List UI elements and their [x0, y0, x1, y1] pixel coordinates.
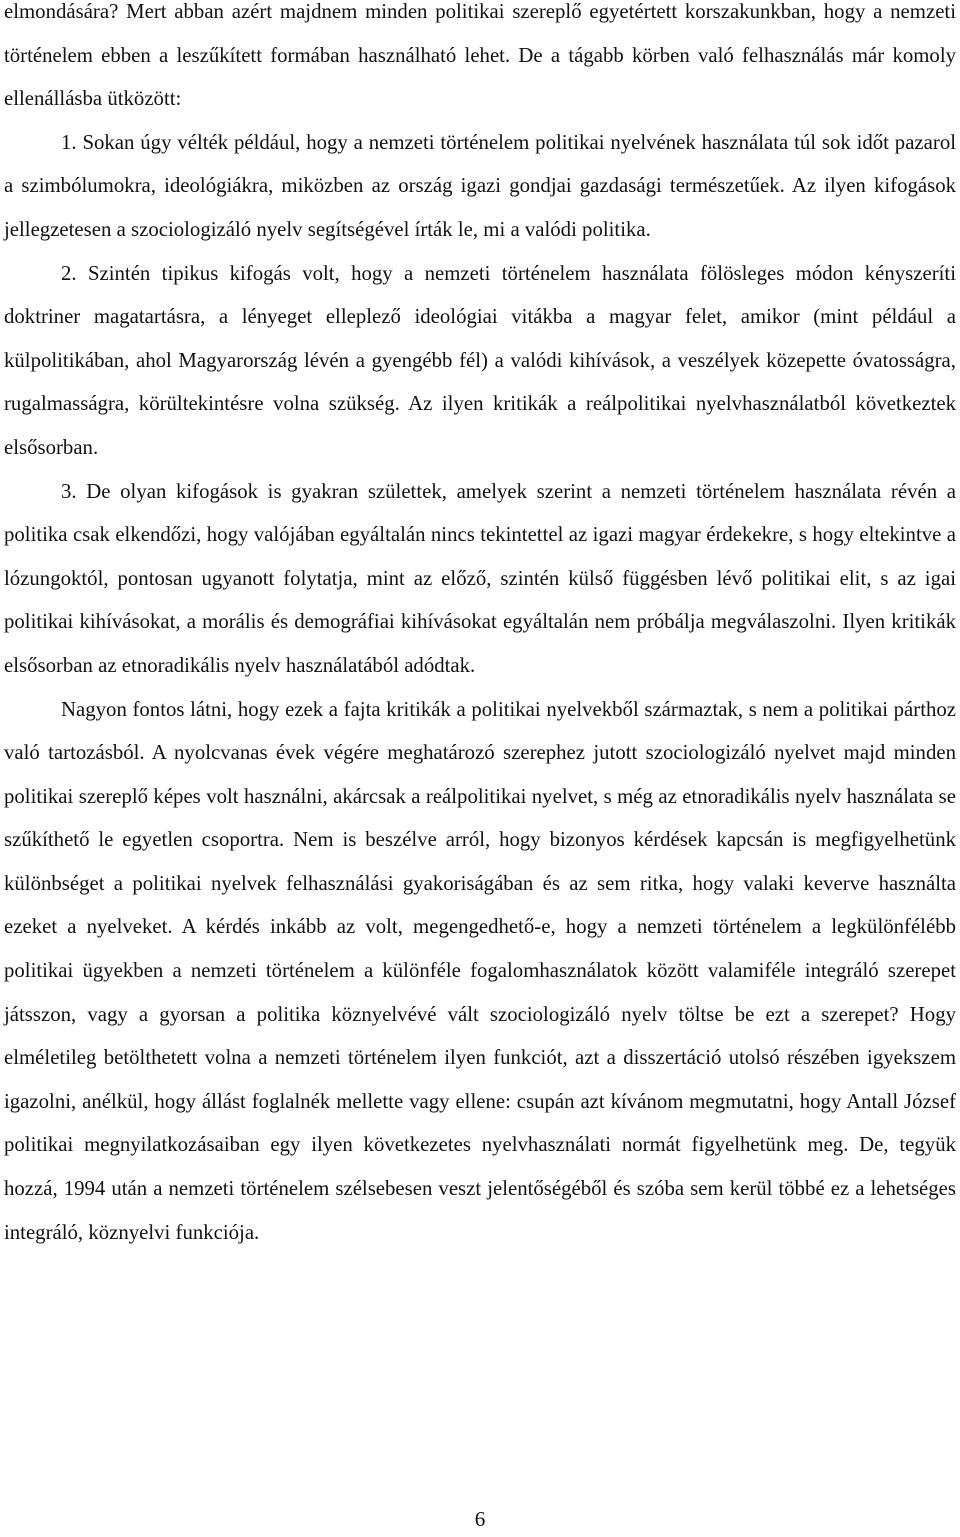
paragraph-objection-3: 3. De olyan kifogások is gyakran születtek, amelyek szerint a nemzeti történelem használata révén a politika csak elkendőzi, hogy valójában egyáltalán nincs tekintettel az igazi magyar érdekekre, s hogy eltekintve a lózungoktól, pontosan ugyanott folytatja, mint az előző, szintén külső függésben lévő politikai elit, s az igai politikai kihívásokat, a morális és demográfiai kihívásokat egyáltalán nem próbálja megválaszolni. Ilyen kritikák elsősorban az etnoradikális nyelv használatából adódtak. — [4, 479, 956, 677]
paragraph-objection-1: 1. Sokan úgy vélték például, hogy a nemzeti történelem politikai nyelvének használata túl sok időt pazarol a szimbólumokra, ideológiákra, miközben az ország igazi gondjai gazdasági természetűek. Az ilyen kifogások jellegzetesen a szociologizáló nyelv segítségével írták le, mi a valódi politika. — [4, 130, 956, 241]
paragraph-objection-2: 2. Szintén tipikus kifogás volt, hogy a nemzeti történelem használata fölösleges módon kényszeríti doktriner magatartásra, a lényeget elleplező ideológiai vitákba a magyar felet, amikor (mint például a külpolitikában, ahol Magyarország lévén a gyengébb fél) a valódi kihívások, a veszélyek közepette óvatosságra, rugalmasságra, körültekintésre volna szükség. Az ilyen kritikák a reálpolitikai nyelvhasználatból következtek elsősorban. — [4, 261, 956, 459]
body-text — [4, 0, 956, 1254]
page-number: 6 — [474, 1507, 486, 1531]
paragraph-conclusion: Nagyon fontos látni, hogy ezek a fajta kritikák a politikai nyelvekből származtak, s nem a politikai párthoz való tartozásból. A nyolcvanas évek végére meghatározó szerephez jutott szociologizáló nyelvet majd minden politikai szereplő képes volt használni, akárcsak a reálpolitikai nyelvet, s még az etnoradikális nyelv használata se szűkíthető le egyetlen csoportra. Nem is beszélve arról, hogy bizonyos kérdések kapcsán is megfigyelhetünk különbséget a politikai nyelvek felhasználási gyakoriságában és az sem ritka, hogy valaki keverve használta ezeket a nyelveket. A kérdés inkább az volt, megengedhető-e, hogy a nemzeti történelem a legkülönfélébb politikai ügyekben a nemzeti történelem a különféle fogalomhasználatok között valamiféle integráló szerepet játsszon, vagy a gyorsan a politika köznyelvévé vált szociologizáló nyelv töltse be ezt a szerepet? Hogy elméletileg betölthetett volna a nemzeti történelem ilyen funkciót, azt a disszertáció utolsó részében igyekszem igazolni, anélkül, hogy állást foglalnék mellette vagy ellene: csupán azt kívánom megmutatni, hogy Antall József politikai megnyilatkozásaiban egy ilyen következetes nyelvhasználati normát figyelhetünk meg. De, tegyük hozzá, 1994 után a nemzeti történelem szélsebesen veszt jelentőségéből és szóba sem kerül többé ez a lehetséges integráló, köznyelvi funkciója. — [4, 697, 956, 1244]
paragraph-continuation: elmondására? Mert abban azért majdnem minden politikai szereplő egyetértett korszakunkban, hogy a nemzeti történelem ebben a leszűkített formában használható lehet. De a tágabb körben való felhasználás már komoly ellenállásba ütközött: — [4, 0, 956, 111]
